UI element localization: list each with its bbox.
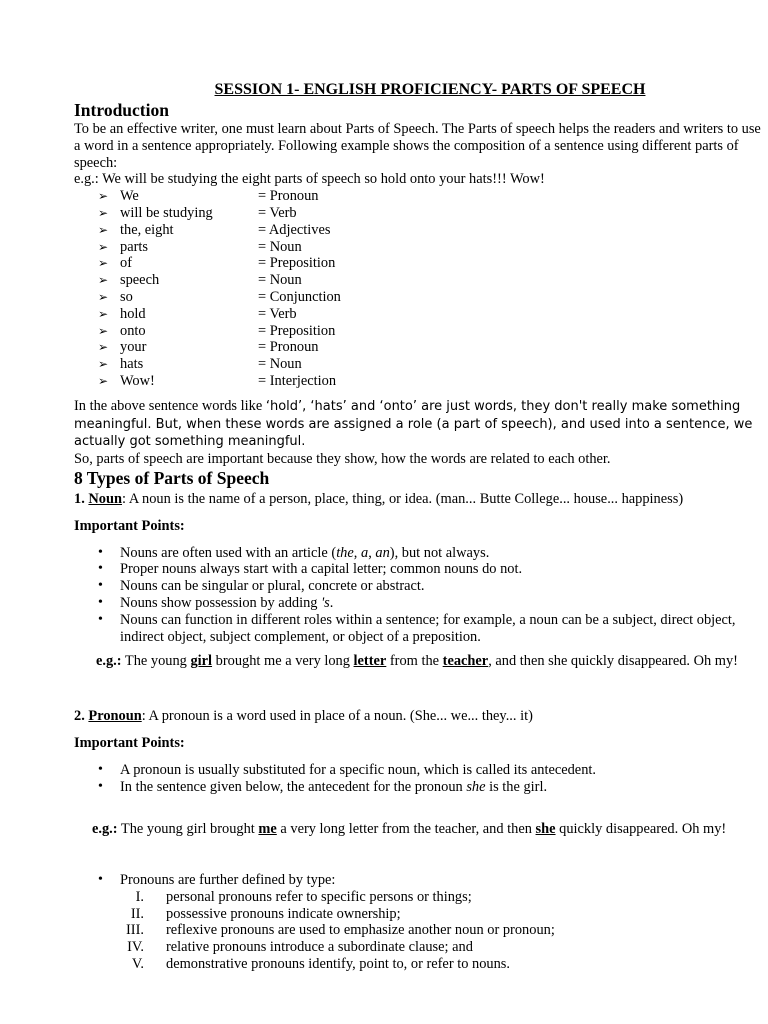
type-text: personal pronouns refer to specific persons or things; bbox=[166, 888, 472, 905]
list-item bbox=[98, 545, 762, 562]
noun-definition bbox=[74, 491, 768, 508]
list-item bbox=[98, 578, 762, 595]
highlight-word: she bbox=[535, 821, 556, 838]
explanation-lead: In the above sentence words like bbox=[74, 397, 263, 414]
section-number: 1. bbox=[74, 490, 85, 507]
explanation-body: ‘hold’, ‘hats’ and ‘onto’ are just words, they don't really make something meaningful. But, when these words are assigned a role (a part of speech), and used into a sentence, we actually got something meaningful. bbox=[74, 398, 753, 450]
page-title: SESSION 1- ENGLISH PROFICIENCY- PARTS OF SPEECH bbox=[214, 81, 646, 98]
bullet-icon: • bbox=[98, 872, 103, 888]
noun-example bbox=[96, 653, 762, 670]
example-label: e.g.: bbox=[96, 653, 122, 670]
type-text: reflexive pronouns are used to emphasize another noun or pronoun; bbox=[166, 922, 555, 939]
list-item bbox=[98, 188, 768, 205]
explanation-conclusion: So, parts of speech are important because they show, how the words are related to each other. bbox=[74, 451, 611, 468]
list-item bbox=[98, 306, 768, 323]
word: hold bbox=[120, 305, 146, 322]
arrow-bullet-icon: ➢ bbox=[98, 189, 109, 204]
bullet-icon: • bbox=[98, 778, 103, 794]
list-item bbox=[98, 289, 768, 306]
word: parts bbox=[120, 238, 148, 255]
text: , bbox=[368, 544, 376, 561]
arrow-bullet-icon: ➢ bbox=[98, 256, 109, 271]
list-item bbox=[98, 205, 768, 222]
list-item bbox=[98, 239, 768, 256]
arrow-bullet-icon: ➢ bbox=[98, 239, 109, 254]
list-item bbox=[98, 373, 768, 390]
arrow-bullet-icon: ➢ bbox=[98, 357, 109, 372]
part-of-speech: = Noun bbox=[258, 272, 302, 289]
text: brought me a very long bbox=[212, 653, 354, 670]
word: of bbox=[120, 255, 132, 272]
word-pos-list bbox=[98, 188, 768, 390]
list-item bbox=[98, 272, 768, 289]
pronoun-points bbox=[98, 762, 762, 796]
point-text bbox=[120, 595, 762, 612]
text: , bbox=[353, 544, 361, 561]
text-italic: she bbox=[466, 778, 486, 795]
explanation-paragraph bbox=[74, 398, 762, 451]
word: so bbox=[120, 288, 133, 305]
pronoun-definition bbox=[74, 708, 768, 725]
list-item bbox=[98, 561, 762, 578]
roman-numeral: V. bbox=[131, 956, 144, 973]
pronoun-term: Pronoun bbox=[88, 708, 142, 725]
arrow-bullet-icon: ➢ bbox=[98, 340, 109, 355]
bullet-icon: • bbox=[98, 578, 103, 594]
roman-numeral: II. bbox=[130, 905, 144, 922]
text-italic: an bbox=[375, 544, 390, 561]
type-text: demonstrative pronouns identify, point to, or refer to nouns. bbox=[166, 956, 510, 973]
point-text: Nouns can be singular or plural, concrete or abstract. bbox=[120, 578, 425, 595]
list-item bbox=[98, 356, 768, 373]
part-of-speech: = Pronoun bbox=[258, 339, 319, 356]
part-of-speech: = Noun bbox=[258, 238, 302, 255]
bullet-icon: • bbox=[98, 561, 103, 577]
word: hats bbox=[120, 356, 144, 373]
part-of-speech: = Verb bbox=[258, 305, 297, 322]
text: ), but not always. bbox=[389, 544, 490, 561]
noun-important-label: Important Points: bbox=[74, 517, 185, 534]
word: will be studying bbox=[120, 204, 213, 221]
text-italic: the bbox=[336, 544, 354, 561]
list-item bbox=[98, 889, 768, 906]
word: Wow! bbox=[120, 372, 155, 389]
point-text bbox=[120, 779, 762, 796]
example-label: e.g.: bbox=[92, 821, 118, 838]
intro-example-line: e.g.: We will be studying the eight parts of speech so hold onto your hats!!! Wow! bbox=[74, 171, 545, 188]
pronoun-type-list bbox=[98, 889, 768, 973]
list-item bbox=[98, 255, 768, 272]
roman-numeral: IV. bbox=[127, 939, 144, 956]
text-italic: 's bbox=[321, 594, 330, 611]
list-item bbox=[98, 595, 762, 612]
pronoun-types bbox=[98, 872, 762, 889]
word: onto bbox=[120, 322, 146, 339]
arrow-bullet-icon: ➢ bbox=[98, 289, 109, 304]
word: We bbox=[120, 188, 139, 205]
section-number: 2. bbox=[74, 708, 85, 725]
text: , and then she quickly disappeared. Oh my! bbox=[488, 653, 738, 670]
list-item bbox=[98, 779, 762, 796]
point-text: Proper nouns always start with a capital letter; common nouns do not. bbox=[120, 561, 523, 578]
word: the, eight bbox=[120, 221, 174, 238]
arrow-bullet-icon: ➢ bbox=[98, 323, 109, 338]
list-item bbox=[98, 612, 762, 646]
noun-points bbox=[98, 545, 762, 646]
point-text: Pronouns are further defined by type: bbox=[120, 872, 336, 889]
part-of-speech: = Noun bbox=[258, 356, 302, 373]
pronoun-example bbox=[92, 821, 762, 838]
arrow-bullet-icon: ➢ bbox=[98, 222, 109, 237]
types-heading: 8 Types of Parts of Speech bbox=[74, 467, 270, 488]
roman-numeral: I. bbox=[135, 888, 144, 905]
part-of-speech: = Conjunction bbox=[258, 288, 341, 305]
intro-paragraph bbox=[74, 121, 762, 188]
part-of-speech: = Pronoun bbox=[258, 188, 319, 205]
text: The young girl brought bbox=[117, 821, 259, 838]
part-of-speech: = Preposition bbox=[258, 255, 336, 272]
arrow-bullet-icon: ➢ bbox=[98, 373, 109, 388]
arrow-bullet-icon: ➢ bbox=[98, 273, 109, 288]
word: your bbox=[120, 339, 147, 356]
highlight-word: teacher bbox=[442, 653, 489, 670]
text: quickly disappeared. Oh my! bbox=[555, 821, 727, 838]
noun-def-text: : A noun is the name of a person, place, thing, or idea. (man... Butte College... house... happiness) bbox=[122, 490, 684, 507]
intro-heading: Introduction bbox=[74, 100, 169, 120]
part-of-speech: = Interjection bbox=[258, 372, 337, 389]
bullet-icon: • bbox=[98, 761, 103, 777]
text: Nouns show possession by adding bbox=[120, 594, 322, 611]
list-item bbox=[98, 906, 768, 923]
list-item bbox=[98, 956, 768, 973]
text-italic: a bbox=[360, 544, 369, 561]
type-text: possessive pronouns indicate ownership; bbox=[166, 905, 401, 922]
highlight-word: me bbox=[258, 821, 277, 838]
part-of-speech: = Verb bbox=[258, 204, 297, 221]
bullet-icon: • bbox=[98, 594, 103, 610]
arrow-bullet-icon: ➢ bbox=[98, 205, 109, 220]
list-item bbox=[98, 339, 768, 356]
bullet-icon: • bbox=[98, 611, 103, 627]
text: from the bbox=[386, 653, 443, 670]
list-item bbox=[98, 762, 762, 779]
pronoun-important-label: Important Points: bbox=[74, 734, 185, 751]
list-item bbox=[98, 323, 768, 340]
list-item bbox=[98, 939, 768, 956]
noun-term: Noun bbox=[88, 490, 123, 507]
text: The young bbox=[121, 653, 191, 670]
text: a very long letter from the teacher, and then bbox=[276, 821, 536, 838]
intro-text: To be an effective writer, one must learn about Parts of Speech. The Parts of speech helps the readers and writers to use a word in a sentence appropriately. Following example shows the composition of a sentence using different parts of speech: bbox=[74, 121, 761, 171]
text: In the sentence given below, the antecedent for the pronoun bbox=[120, 778, 467, 795]
type-text: relative pronouns introduce a subordinate clause; and bbox=[166, 939, 473, 956]
highlight-word: girl bbox=[190, 653, 213, 670]
text: is the girl. bbox=[485, 778, 548, 795]
bullet-icon: • bbox=[98, 544, 103, 560]
point-text bbox=[120, 545, 762, 562]
point-text: Nouns can function in different roles within a sentence; for example, a noun can be a subject, direct object, indirect object, subject complement, or object of a preposition. bbox=[120, 611, 736, 645]
word: speech bbox=[120, 272, 160, 289]
list-item bbox=[98, 872, 762, 889]
list-item bbox=[98, 922, 768, 939]
part-of-speech: = Preposition bbox=[258, 322, 336, 339]
pronoun-def-text: : A pronoun is a word used in place of a noun. (She... we... they... it) bbox=[141, 708, 533, 725]
text: . bbox=[329, 594, 334, 611]
text: Nouns are often used with an article ( bbox=[120, 544, 337, 561]
arrow-bullet-icon: ➢ bbox=[98, 306, 109, 321]
roman-numeral: III. bbox=[126, 922, 144, 939]
part-of-speech: = Adjectives bbox=[258, 221, 331, 238]
highlight-word: letter bbox=[353, 653, 387, 670]
point-text: A pronoun is usually substituted for a specific noun, which is called its antecedent. bbox=[120, 761, 596, 778]
list-item bbox=[98, 222, 768, 239]
intro-explanation bbox=[74, 398, 762, 468]
